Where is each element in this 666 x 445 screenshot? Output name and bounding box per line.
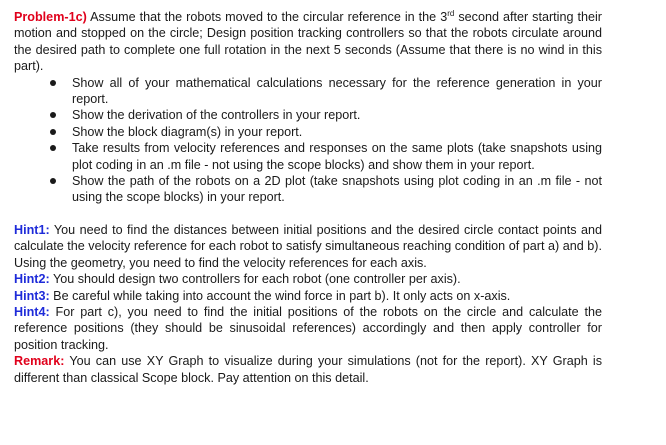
bullet-icon (50, 178, 56, 184)
hint3-paragraph (14, 288, 602, 304)
hint2-text: You should design two controllers for each robot (one controller per axis). (49, 272, 461, 287)
hint1-text: You need to find the distances between initial positions and the desired circle contact points and calculate the velocity reference for each robot to satisfy simultaneous reaching condition of part a) and b). Using the geometry, you need to find the velocity references for each axis. (14, 222, 602, 270)
bullet-icon (50, 80, 56, 86)
remark-label: Remark: (14, 354, 65, 369)
requirement-item (14, 124, 602, 140)
hint3-label: Hint3: (14, 288, 50, 303)
requirement-text: Show all of your mathematical calculations necessary for the reference generation in your report. (72, 75, 602, 107)
requirement-item (14, 75, 602, 108)
requirements-list (14, 75, 602, 206)
hint2-paragraph (14, 271, 602, 287)
problem-statement (14, 9, 602, 75)
problem-text-end: second after starting their motion and stopped on the circle; Design position tracking controllers so that the robots circulate around the desired path to complete one full rotation in the next 5 seconds (Assume that there is no wind in this part). (14, 10, 602, 74)
document-page (14, 9, 602, 386)
hint2-label: Hint2: (14, 272, 50, 287)
requirement-text: Show the block diagram(s) in your report. (72, 124, 303, 139)
hint4-text: For part c), you need to find the initial positions of the robots on the circle and calculate the reference positions (they should be sinusoidal references) accordingly and then apply controller for position tracking. (14, 304, 602, 352)
requirement-text: Take results from velocity references and responses on the same plots (take snapshots using plot coding in an .m file - not using the scope blocks) and show them in your report. (72, 141, 602, 172)
bullet-icon (50, 129, 56, 135)
problem-label: Problem-1c) (14, 10, 87, 24)
hint4-paragraph (14, 304, 602, 353)
hint1-label: Hint1: (14, 222, 50, 237)
remark-paragraph (14, 353, 602, 386)
remark-text: You can use XY Graph to visualize during your simulations (not for the report). XY Graph is different than classical Scope block. Pay attention on this detail. (14, 354, 602, 385)
bullet-icon (50, 112, 56, 118)
hint3-text: Be careful while taking into account the wind force in part b). It only acts on x-axis. (49, 288, 511, 303)
requirement-item (14, 107, 602, 123)
requirement-item (14, 173, 602, 206)
paragraph-gap (14, 206, 602, 222)
requirement-text: Show the path of the robots on a 2D plot (take snapshots using plot coding in an .m file - not using the scope blocks) in your report. (72, 174, 602, 205)
requirement-item (14, 140, 602, 173)
hint1-paragraph (14, 222, 602, 271)
requirement-text: Show the derivation of the controllers in your report. (72, 108, 361, 123)
bullet-icon (50, 145, 56, 151)
ordinal-superscript: rd (447, 9, 455, 18)
hint4-label: Hint4: (14, 304, 50, 319)
problem-text-start: Assume that the robots moved to the circular reference in the 3 (86, 10, 448, 24)
